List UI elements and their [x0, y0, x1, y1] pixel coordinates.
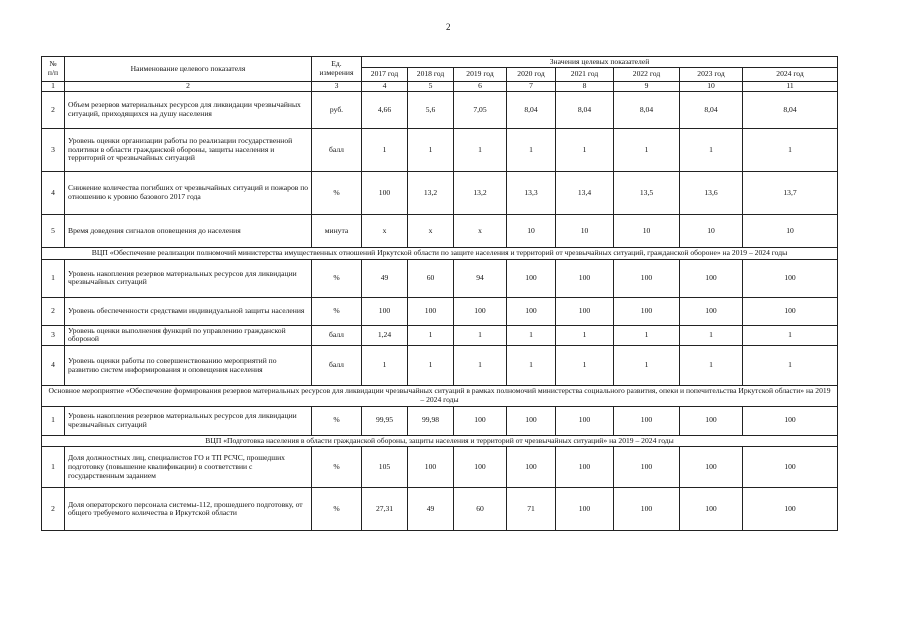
indicator-unit: %: [312, 259, 362, 297]
indicator-value: 100: [362, 172, 408, 215]
indicator-value: 8,04: [507, 92, 556, 129]
column-number: 3: [312, 82, 362, 92]
indicator-value: 100: [680, 447, 743, 488]
indicator-value: 1: [408, 346, 454, 386]
table-row: [42, 129, 838, 172]
table-row: [42, 406, 838, 435]
header-year: 2018 год: [408, 68, 454, 82]
indicator-value: 1: [614, 129, 680, 172]
indicator-unit: %: [312, 297, 362, 325]
indicator-value: 1,24: [362, 325, 408, 345]
indicator-value: 1: [680, 346, 743, 386]
indicator-value: 8,04: [614, 92, 680, 129]
indicator-value: 1: [556, 129, 614, 172]
table-row: [42, 172, 838, 215]
indicator-value: 100: [408, 447, 454, 488]
row-number: 1: [42, 406, 65, 435]
table-row: [42, 259, 838, 297]
indicator-value: 1: [408, 129, 454, 172]
indicator-value: 100: [507, 406, 556, 435]
indicator-value: 1: [454, 325, 507, 345]
target-indicators-table: [41, 56, 838, 531]
indicator-value: 105: [362, 447, 408, 488]
indicator-value: 7,05: [454, 92, 507, 129]
indicator-value: 1: [362, 129, 408, 172]
section-title: ВЦП «Обеспечение реализации полномочий министерства имущественных отношений Иркутской области по защите населения и территорий от чрезвычайных ситуаций, гражданской обороне» на 2019 – 2024 годы: [42, 248, 838, 260]
indicator-value: 8,04: [680, 92, 743, 129]
indicator-value: х: [408, 215, 454, 248]
indicator-value: 71: [507, 488, 556, 531]
indicator-value: 13,2: [408, 172, 454, 215]
indicator-value: 100: [680, 488, 743, 531]
indicator-unit: %: [312, 172, 362, 215]
indicator-name: Объем резервов материальных ресурсов для ликвидации чрезвычайных ситуаций, приходящихся на душу населения: [65, 92, 312, 129]
indicator-value: 13,3: [507, 172, 556, 215]
row-number: 1: [42, 259, 65, 297]
table-row: [42, 447, 838, 488]
indicator-value: 100: [743, 406, 838, 435]
section-header-row: [42, 386, 838, 406]
row-number: 4: [42, 346, 65, 386]
indicator-value: х: [362, 215, 408, 248]
row-number: 3: [42, 325, 65, 345]
indicator-value: 1: [743, 346, 838, 386]
indicator-value: 100: [507, 259, 556, 297]
column-number: 2: [65, 82, 312, 92]
indicator-value: 100: [362, 297, 408, 325]
section-header-row: [42, 248, 838, 260]
indicator-value: 60: [454, 488, 507, 531]
table-row: [42, 325, 838, 345]
indicator-value: 100: [614, 259, 680, 297]
indicator-value: 100: [454, 406, 507, 435]
section-header-row: [42, 435, 838, 447]
indicator-value: 1: [743, 129, 838, 172]
indicator-value: 10: [743, 215, 838, 248]
indicator-name: Время доведения сигналов оповещения до населения: [65, 215, 312, 248]
indicator-unit: %: [312, 406, 362, 435]
indicator-value: 10: [680, 215, 743, 248]
indicator-value: 49: [408, 488, 454, 531]
header-year: 2019 год: [454, 68, 507, 82]
table-row: [42, 488, 838, 531]
indicator-value: 4,66: [362, 92, 408, 129]
indicator-value: 100: [743, 297, 838, 325]
column-number: 9: [614, 82, 680, 92]
column-numbers-row: [42, 82, 838, 92]
indicator-value: 100: [556, 447, 614, 488]
indicator-value: 1: [743, 325, 838, 345]
indicator-value: 1: [680, 129, 743, 172]
indicator-value: 8,04: [743, 92, 838, 129]
column-number: 4: [362, 82, 408, 92]
column-number: 6: [454, 82, 507, 92]
indicator-value: 1: [507, 325, 556, 345]
indicator-unit: %: [312, 447, 362, 488]
table-body: [42, 92, 838, 531]
indicator-value: 13,7: [743, 172, 838, 215]
indicator-value: 1: [454, 346, 507, 386]
indicator-value: 100: [614, 406, 680, 435]
indicator-value: 27,31: [362, 488, 408, 531]
indicator-value: х: [454, 215, 507, 248]
indicator-value: 100: [507, 447, 556, 488]
section-title: ВЦП «Подготовка населения в области гражданской обороны, защиты населения и территорий от чрезвычайных ситуаций» на 2019 – 2024 годы: [42, 435, 838, 447]
header-year: 2020 год: [507, 68, 556, 82]
indicator-value: 100: [556, 488, 614, 531]
indicator-value: 100: [680, 297, 743, 325]
indicator-unit: балл: [312, 346, 362, 386]
column-number: 5: [408, 82, 454, 92]
indicator-value: 100: [454, 447, 507, 488]
indicator-value: 1: [680, 325, 743, 345]
column-number: 7: [507, 82, 556, 92]
indicator-value: 1: [507, 346, 556, 386]
indicator-value: 1: [614, 346, 680, 386]
indicator-value: 99,95: [362, 406, 408, 435]
indicator-value: 13,2: [454, 172, 507, 215]
indicator-value: 1: [454, 129, 507, 172]
row-number: 2: [42, 488, 65, 531]
indicator-value: 13,5: [614, 172, 680, 215]
indicator-value: 1: [614, 325, 680, 345]
indicator-value: 60: [408, 259, 454, 297]
header-name: Наименование целевого показателя: [65, 57, 312, 82]
indicator-value: 1: [507, 129, 556, 172]
indicator-value: 100: [454, 297, 507, 325]
indicator-value: 8,04: [556, 92, 614, 129]
column-number: 11: [743, 82, 838, 92]
row-number: 3: [42, 129, 65, 172]
indicator-value: 100: [556, 259, 614, 297]
indicator-value: 99,98: [408, 406, 454, 435]
indicator-value: 13,6: [680, 172, 743, 215]
indicator-name: Уровень накопления резервов материальных ресурсов для ликвидации чрезвычайных ситуаций: [65, 406, 312, 435]
indicator-value: 5,6: [408, 92, 454, 129]
indicator-value: 100: [680, 259, 743, 297]
header-year: 2017 год: [362, 68, 408, 82]
header-year: 2024 год: [743, 68, 838, 82]
row-number: 1: [42, 447, 65, 488]
indicator-value: 100: [743, 488, 838, 531]
indicator-value: 100: [507, 297, 556, 325]
header-row-top: [42, 57, 838, 68]
page-number: 2: [446, 22, 451, 32]
indicator-value: 1: [362, 346, 408, 386]
indicator-value: 100: [614, 488, 680, 531]
indicator-value: 49: [362, 259, 408, 297]
header-num: № п/п: [42, 57, 65, 82]
indicator-name: Уровень обеспеченности средствами индивидуальной защиты населения: [65, 297, 312, 325]
header-unit: Ед. измерения: [312, 57, 362, 82]
header-year: 2021 год: [556, 68, 614, 82]
indicator-value: 1: [408, 325, 454, 345]
indicator-name: Уровень накопления резервов материальных ресурсов для ликвидации чрезвычайных ситуаций: [65, 259, 312, 297]
header-year: 2022 год: [614, 68, 680, 82]
header-year: 2023 год: [680, 68, 743, 82]
column-number: 8: [556, 82, 614, 92]
column-number: 1: [42, 82, 65, 92]
indicator-value: 100: [614, 297, 680, 325]
header-values-group: Значения целевых показателей: [362, 57, 838, 68]
indicator-value: 10: [507, 215, 556, 248]
indicator-value: 1: [556, 346, 614, 386]
indicator-value: 100: [743, 447, 838, 488]
indicator-name: Уровень оценки выполнения функций по управлению гражданской обороной: [65, 325, 312, 345]
indicator-value: 13,4: [556, 172, 614, 215]
row-number: 2: [42, 92, 65, 129]
indicator-value: 100: [743, 259, 838, 297]
row-number: 4: [42, 172, 65, 215]
indicator-unit: %: [312, 488, 362, 531]
table-row: [42, 215, 838, 248]
indicator-value: 10: [614, 215, 680, 248]
table-row: [42, 92, 838, 129]
row-number: 2: [42, 297, 65, 325]
indicator-name: Снижение количества погибших от чрезвычайных ситуаций и пожаров по отношению к уровню базового 2017 года: [65, 172, 312, 215]
indicator-value: 100: [680, 406, 743, 435]
indicator-name: Уровень оценки работы по совершенствованию мероприятий по развитию систем информирования и оповещения населения: [65, 346, 312, 386]
indicator-value: 100: [614, 447, 680, 488]
section-title: Основное мероприятие «Обеспечение формирования резервов материальных ресурсов для ликвидации чрезвычайных ситуаций в рамках полномочий министерства социального развития, опеки и попечительства Иркутской области» на 2019 – 2024 годы: [42, 386, 838, 406]
table-row: [42, 346, 838, 386]
indicator-unit: минута: [312, 215, 362, 248]
indicator-value: 100: [556, 406, 614, 435]
indicator-name: Уровень оценки организации работы по реализации государственной политики в области гражданской обороны, защиты населения и территорий от чрезвычайных ситуаций: [65, 129, 312, 172]
indicator-value: 10: [556, 215, 614, 248]
indicator-unit: балл: [312, 325, 362, 345]
indicator-value: 100: [408, 297, 454, 325]
table-row: [42, 297, 838, 325]
indicator-value: 1: [556, 325, 614, 345]
indicator-name: Доля операторского персонала системы-112, прошедшего подготовку, от общего требуемого количества в Иркутской области: [65, 488, 312, 531]
indicator-name: Доля должностных лиц, специалистов ГО и ТП РСЧС, прошедших подготовку (повышение квалификации) в соответствии с государственным заданием: [65, 447, 312, 488]
indicator-value: 100: [556, 297, 614, 325]
indicator-unit: балл: [312, 129, 362, 172]
column-number: 10: [680, 82, 743, 92]
indicator-unit: руб.: [312, 92, 362, 129]
indicator-value: 94: [454, 259, 507, 297]
row-number: 5: [42, 215, 65, 248]
